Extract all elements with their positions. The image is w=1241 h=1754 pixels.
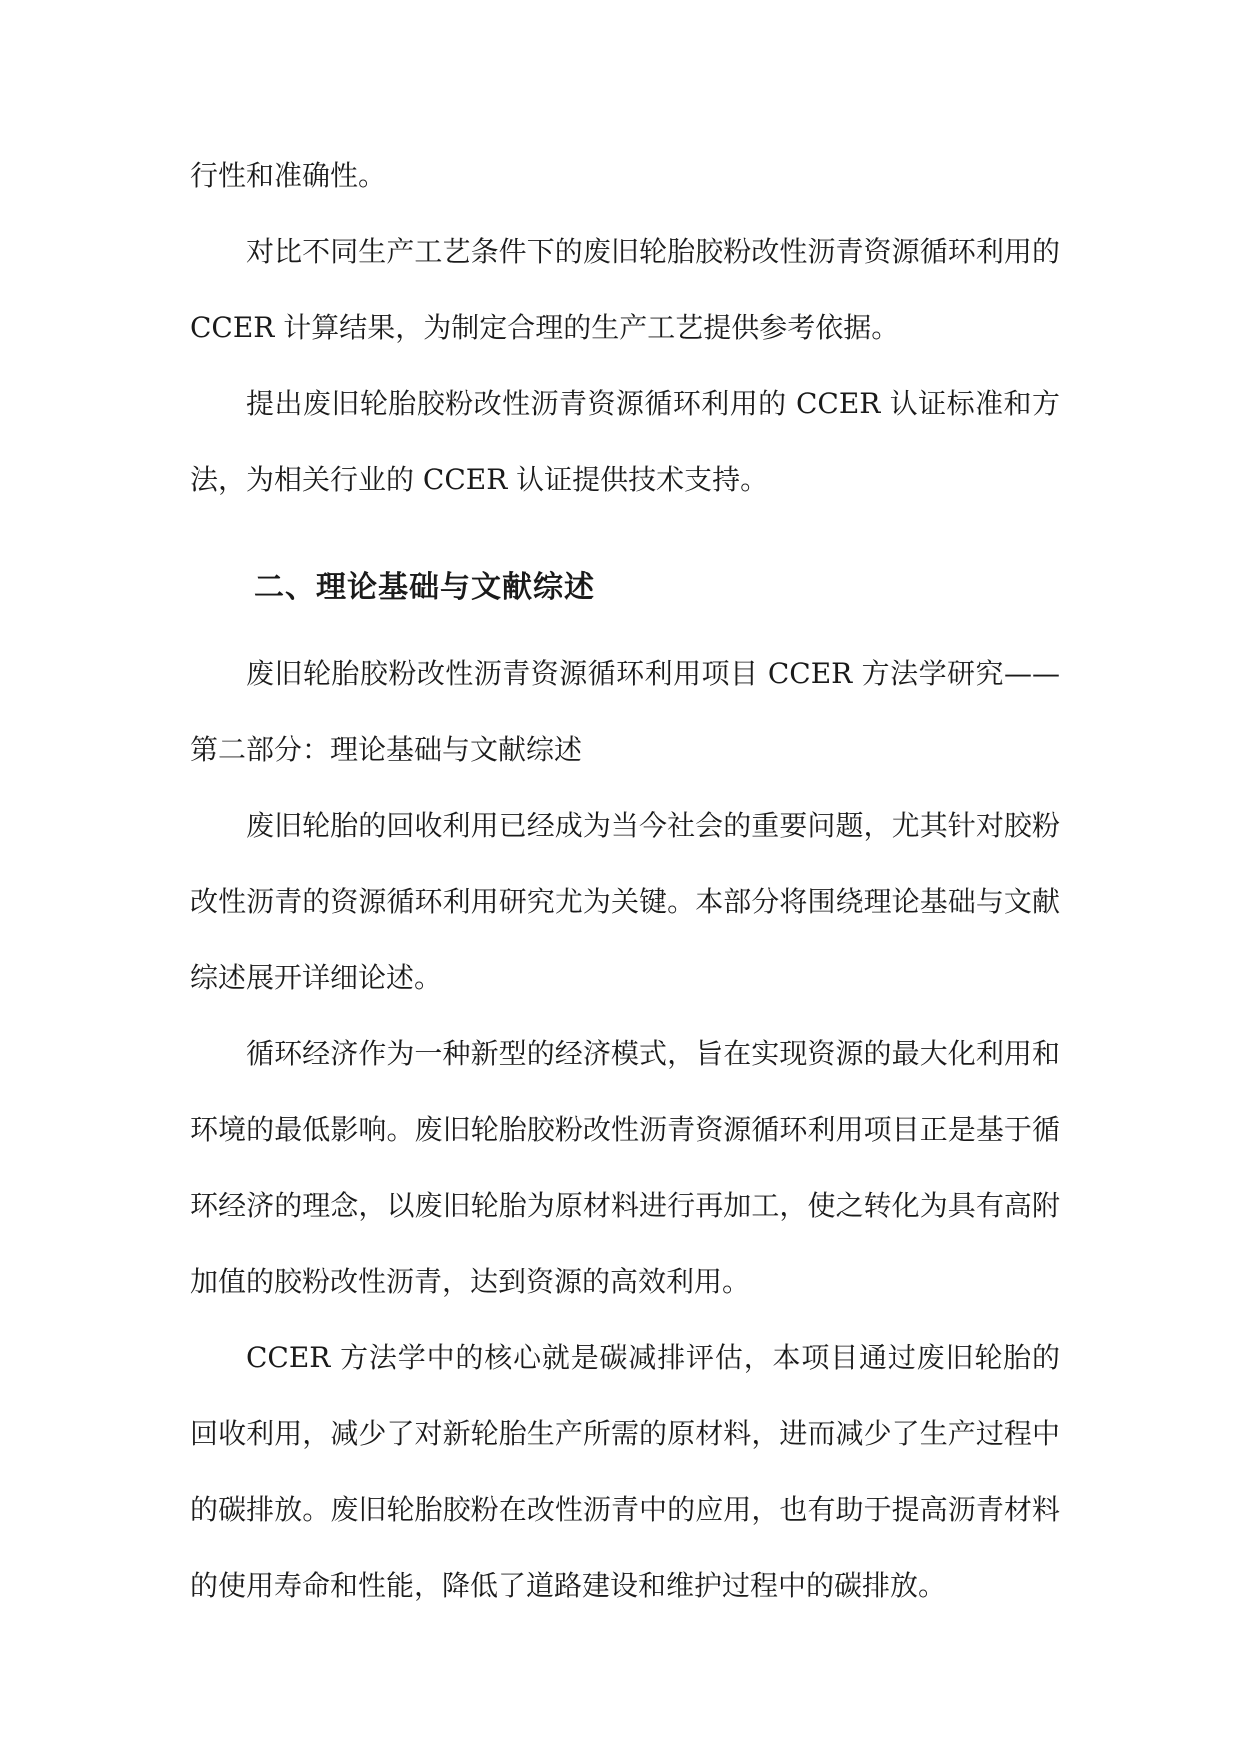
paragraph-continuation: 行性和准确性。 [190,159,387,192]
paragraph-section-intro: 废旧轮胎胶粉改性沥青资源循环利用项目 CCER 方法学研究——第二部分：理论基础与文献综述 [190,657,1060,766]
section-heading: 二、理论基础与文献综述 [254,570,595,605]
paragraph-process-comparison: 对比不同生产工艺条件下的废旧轮胎胶粉改性沥青资源循环利用的 CCER 计算结果，为制定合理的生产工艺提供参考依据。 [190,235,1060,344]
paragraph-carbon-reduction: CCER 方法学中的核心就是碳减排评估，本项目通过废旧轮胎的回收利用，减少了对新轮胎生产所需的原材料，进而减少了生产过程中的碳排放。废旧轮胎胶粉在改性沥青中的应用，也有助于提高沥青材料的使用寿命和性能，降低了道路建设和维护过程中的碳排放。 [190,1341,1060,1602]
paragraph-tire-recycling: 废旧轮胎的回收利用已经成为当今社会的重要问题，尤其针对胶粉改性沥青的资源循环利用研究尤为关键。本部分将围绕理论基础与文献综述展开详细论述。 [190,809,1060,994]
paragraph-certification-standard: 提出废旧轮胎胶粉改性沥青资源循环利用的 CCER 认证标准和方法，为相关行业的 CCER 认证提供技术支持。 [190,387,1060,496]
document-body [190,138,1060,1624]
paragraph-circular-economy: 循环经济作为一种新型的经济模式，旨在实现资源的最大化利用和环境的最低影响。废旧轮胎胶粉改性沥青资源循环利用项目正是基于循环经济的理念，以废旧轮胎为原材料进行再加工，使之转化为具有高附加值的胶粉改性沥青，达到资源的高效利用。 [190,1037,1060,1298]
